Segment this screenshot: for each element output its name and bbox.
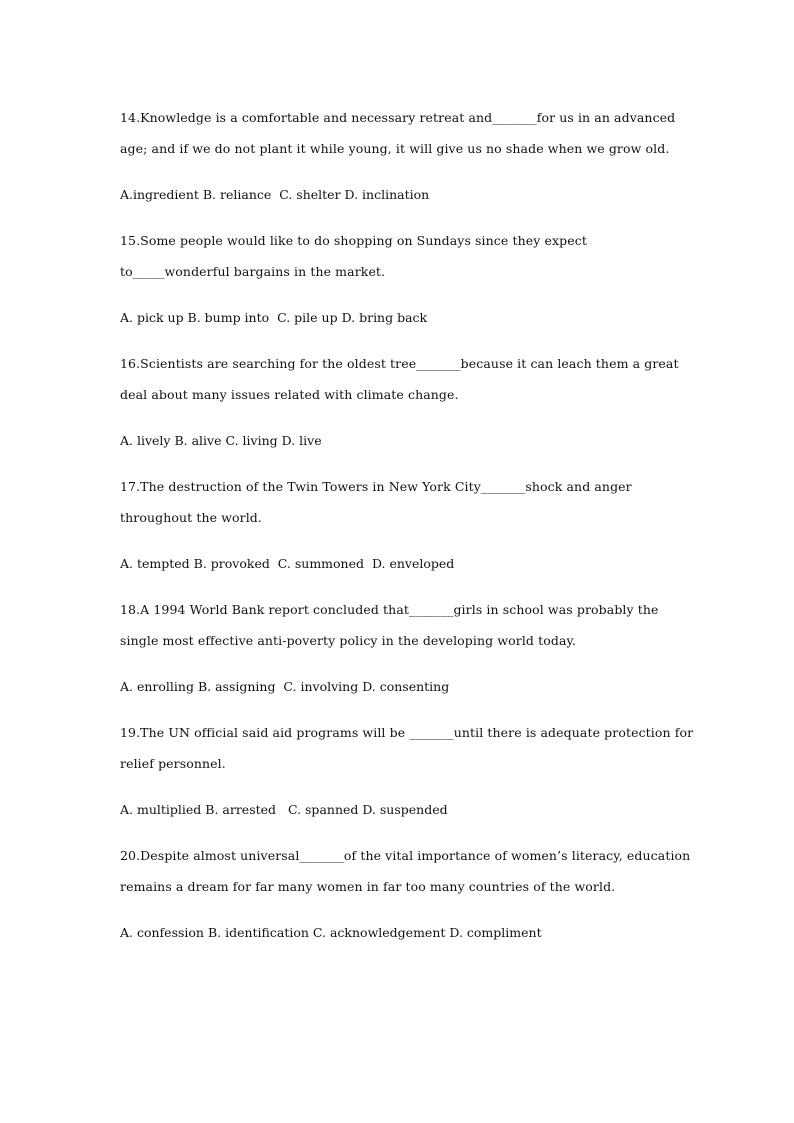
question-17 bbox=[120, 472, 700, 580]
question-stem: 17.The destruction of the Twin Towers in New York City_______shock and anger throughout the world. bbox=[120, 479, 632, 525]
question-15 bbox=[120, 226, 700, 334]
question-stem: 15.Some people would like to do shopping on Sundays since they expect to_____wonderful bargains in the market. bbox=[120, 233, 587, 279]
question-18 bbox=[120, 595, 700, 703]
question-19 bbox=[120, 718, 700, 826]
answer-options: A. multiplied B. arrested C. spanned D. suspended bbox=[120, 802, 448, 817]
question-stem: 14.Knowledge is a comfortable and necessary retreat and_______for us in an advanced age; and if we do not plant it while young, it will give us no shade when we grow old. bbox=[120, 110, 676, 156]
answer-options: A. tempted B. provoked C. summoned D. enveloped bbox=[120, 556, 455, 571]
answer-options: A. confession B. identification C. acknowledgement D. compliment bbox=[120, 925, 542, 940]
question-16 bbox=[120, 349, 700, 457]
exam-page bbox=[120, 103, 700, 964]
question-stem: 16.Scientists are searching for the oldest tree_______because it can leach them a great deal about many issues related with climate change. bbox=[120, 356, 679, 402]
question-stem: 20.Despite almost universal_______of the vital importance of women’s literacy, education remains a dream for far many women in far too many countries of the world. bbox=[120, 848, 691, 894]
question-stem: 19.The UN official said aid programs will be _______until there is adequate protection for relief personnel. bbox=[120, 725, 694, 771]
question-14 bbox=[120, 103, 700, 211]
question-20 bbox=[120, 841, 700, 949]
answer-options: A. enrolling B. assigning C. involving D. consenting bbox=[120, 679, 450, 694]
answer-options: A. lively B. alive C. living D. live bbox=[120, 433, 322, 448]
answer-options: A. pick up B. bump into C. pile up D. bring back bbox=[120, 310, 428, 325]
answer-options: A.ingredient B. reliance C. shelter D. inclination bbox=[120, 187, 430, 202]
question-stem: 18.A 1994 World Bank report concluded that_______girls in school was probably the single most effective anti-poverty policy in the developing world today. bbox=[120, 602, 659, 648]
